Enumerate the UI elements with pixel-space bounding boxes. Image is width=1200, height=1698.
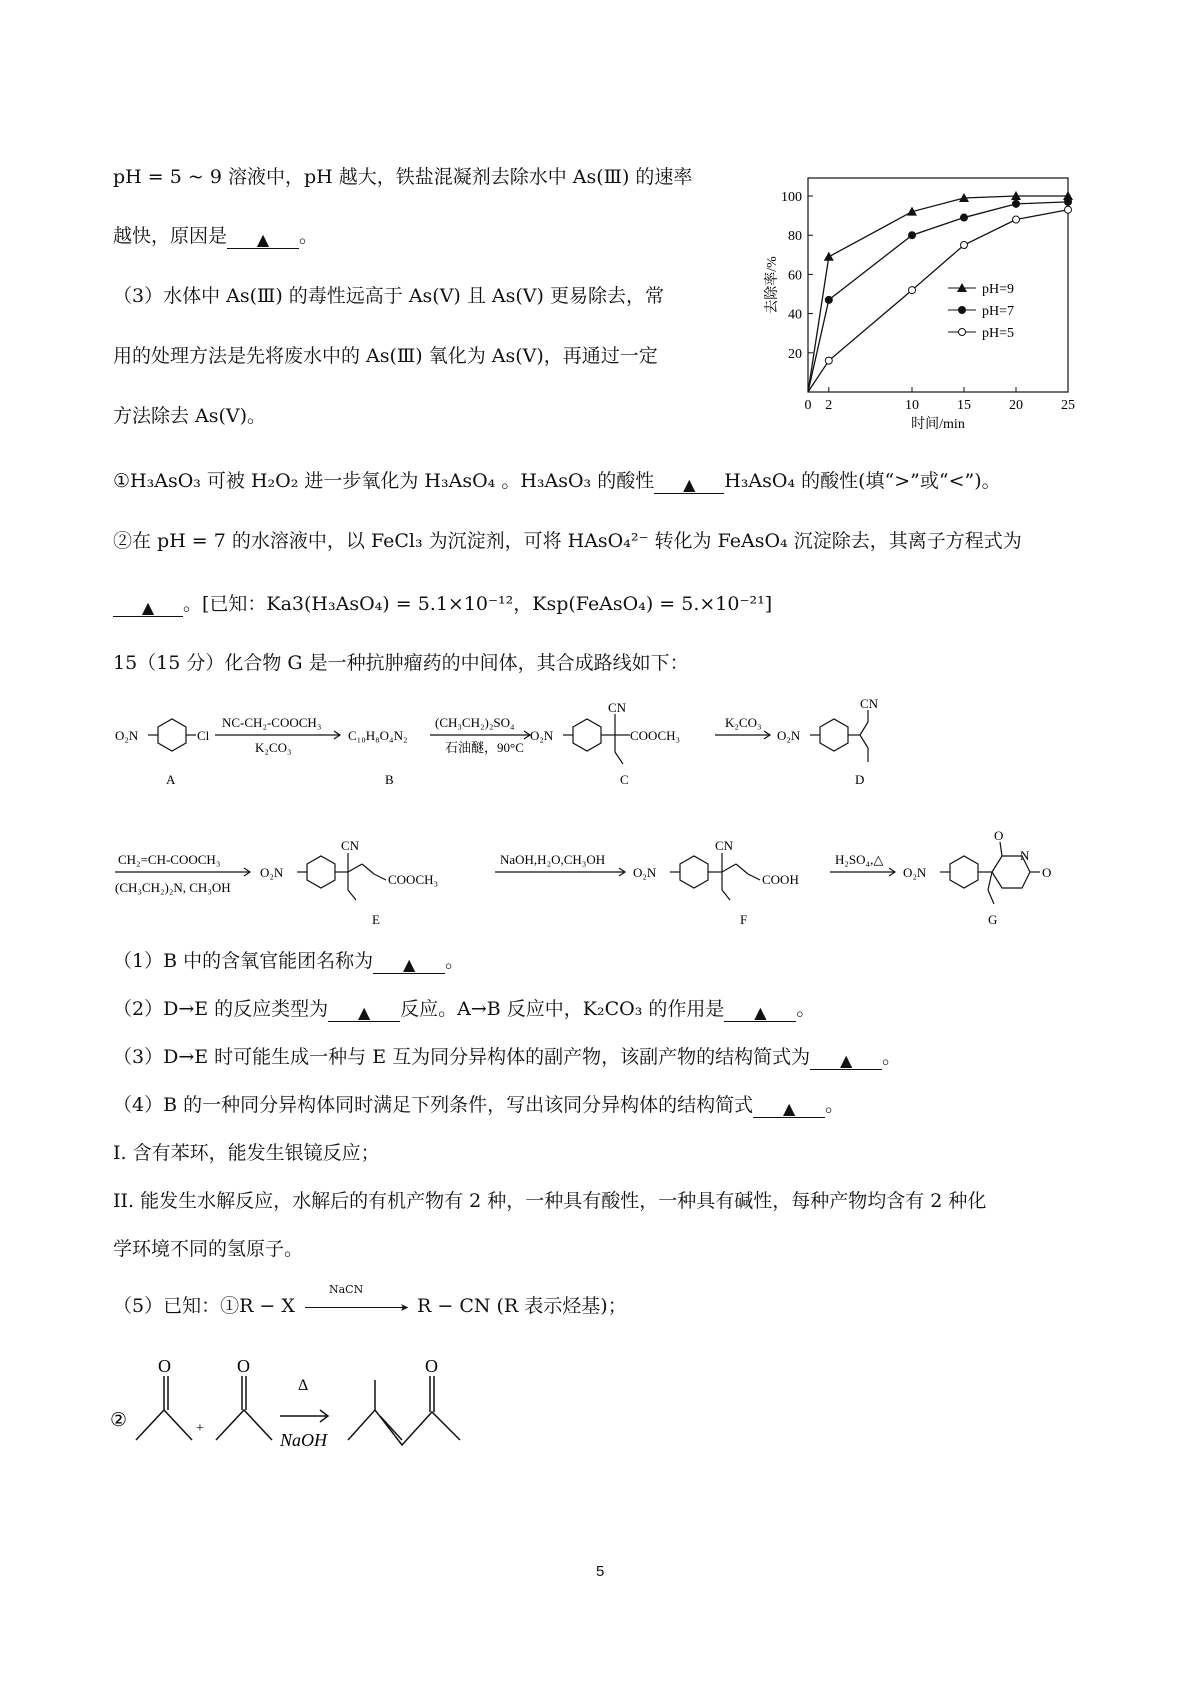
x-tick-label: 20 xyxy=(1009,398,1023,413)
y-axis-label: 去除率/% xyxy=(765,256,780,314)
legend-label: pH=7 xyxy=(982,304,1015,319)
q14-line3: （3）水体中 As(Ⅲ) 的毒性远高于 As(Ⅴ) 且 As(Ⅴ) 更易除去，常 xyxy=(113,285,664,307)
svg-text:CN: CN xyxy=(715,838,734,853)
series-line-pH=5 xyxy=(808,210,1068,392)
data-point-pH=7 xyxy=(909,232,916,239)
svg-text:CN: CN xyxy=(341,838,360,853)
q14-line5: 方法除去 As(Ⅴ)。 xyxy=(113,405,267,427)
data-point-pH=5 xyxy=(961,242,968,249)
svg-text:CN: CN xyxy=(608,700,627,715)
x-axis-label: 时间/min xyxy=(911,417,965,432)
q14-line4: 用的处理方法是先将废水中的 As(Ⅲ) 氧化为 As(Ⅴ)，再通过一定 xyxy=(113,345,658,367)
x-tick-label: 10 xyxy=(905,398,919,413)
q14-line1: pH = 5 ~ 9 溶液中，pH 越大，铁盐混凝剂去除水中 As(Ⅲ) 的速率 xyxy=(113,166,693,188)
svg-text:CH₂=CH-COOCH₃: CH₂=CH-COOCH₃ xyxy=(118,852,221,867)
series-line-pH=9 xyxy=(808,196,1068,392)
answer-blank[interactable]: ▲ xyxy=(113,596,183,617)
svg-text:Cl: Cl xyxy=(197,728,210,743)
svg-text:N: N xyxy=(1020,848,1030,863)
data-point-pH=7 xyxy=(1013,200,1020,207)
q14-sub2: ②在 pH = 7 的水溶液中，以 FeCl₃ 为沉淀剂，可将 HAsO₄²⁻ 转化为 FeAsO₄ 沉淀除去，其离子方程式为 xyxy=(113,530,1022,552)
q15-condition-1: I. 含有苯环，能发生银镜反应； xyxy=(113,1142,380,1164)
svg-text:G: G xyxy=(988,912,998,927)
data-point-pH=7 xyxy=(961,214,968,221)
svg-text:NaOH,H₂O,CH₃OH: NaOH,H₂O,CH₃OH xyxy=(500,852,606,867)
legend-marker xyxy=(959,307,966,314)
y-tick-label: 20 xyxy=(788,346,802,362)
answer-blank[interactable]: ▲ xyxy=(810,1049,882,1070)
page-number: 5 xyxy=(596,1563,605,1580)
y-tick-label: 60 xyxy=(788,268,802,284)
data-point-pH=7 xyxy=(825,296,832,303)
legend-marker xyxy=(959,329,966,336)
svg-text:K₂CO₃: K₂CO₃ xyxy=(255,740,292,755)
svg-text:O: O xyxy=(994,828,1004,843)
q15-part3: （3）D→E 时可能生成一种与 E 互为同分异构体的副产物，该副产物的结构简式为 ▲ 。 xyxy=(113,1046,902,1070)
svg-text:COOCH₃: COOCH₃ xyxy=(630,728,681,743)
x-tick-label: 0 xyxy=(804,398,812,413)
svg-text:COOH: COOH xyxy=(762,872,799,887)
q15-condition-2: II. 能发生水解反应，水解后的有机产物有 2 种，一种具有酸性，一种具有碱性，每种产物均含有 2 种化 xyxy=(113,1190,987,1212)
data-point-pH=5 xyxy=(1013,216,1020,223)
legend-label: pH=5 xyxy=(982,326,1015,341)
q14-sub2b: ▲ 。[已知：Ka3(H₃AsO₄) = 5.1×10⁻¹²，Ksp(FeAsO₄) = 5.×10⁻²¹] xyxy=(113,593,772,617)
data-point-pH=9 xyxy=(824,252,834,261)
answer-blank[interactable]: ▲ xyxy=(373,953,445,974)
data-point-pH=5 xyxy=(825,357,832,364)
svg-text:O: O xyxy=(425,1356,438,1376)
y-tick-label: 80 xyxy=(788,229,802,245)
series-line-pH=7 xyxy=(808,202,1068,392)
legend-label: pH=9 xyxy=(982,282,1015,297)
svg-text:H₂SO₄,△: H₂SO₄,△ xyxy=(835,852,884,867)
svg-text:C: C xyxy=(620,772,629,787)
answer-blank[interactable]: ▲ xyxy=(654,473,724,494)
svg-text:O: O xyxy=(237,1356,250,1376)
svg-text:NaOH: NaOH xyxy=(280,1430,328,1450)
aldol-reaction-scheme xyxy=(110,1350,510,1460)
svg-text:NC-CH₂-COOCH₃: NC-CH₂-COOCH₃ xyxy=(222,715,322,730)
x-tick-label: 15 xyxy=(957,398,971,413)
data-point-pH=5 xyxy=(1065,206,1072,213)
data-point-pH=7 xyxy=(1065,198,1072,205)
svg-text:O₂N: O₂N xyxy=(903,865,927,880)
svg-text:O₂N: O₂N xyxy=(777,728,801,743)
svg-text:B: B xyxy=(385,772,394,787)
svg-text:O₂N: O₂N xyxy=(260,865,284,880)
q14-line2: 越快，原因是 ▲ 。 xyxy=(113,225,319,249)
x-tick-label: 25 xyxy=(1061,398,1075,413)
svg-text:(CH₃CH₂)₂SO₄: (CH₃CH₂)₂SO₄ xyxy=(435,715,515,730)
answer-blank[interactable]: ▲ xyxy=(328,1001,400,1022)
answer-blank[interactable]: ▲ xyxy=(227,228,299,249)
svg-text:石油醚，90°C: 石油醚，90°C xyxy=(445,740,524,755)
answer-blank[interactable]: ▲ xyxy=(724,1001,796,1022)
svg-text:O₂N: O₂N xyxy=(633,865,657,880)
synthesis-scheme-row2 xyxy=(110,820,1100,930)
y-tick-label: 100 xyxy=(781,190,802,205)
svg-text:K₂CO₃: K₂CO₃ xyxy=(725,715,762,730)
q15-part2: （2）D→E 的反应类型为 ▲ 反应。A→B 反应中，K₂CO₃ 的作用是 ▲ 。 xyxy=(113,998,816,1022)
svg-text:O: O xyxy=(1042,865,1052,880)
data-point-pH=5 xyxy=(909,287,916,294)
x-tick-label: 2 xyxy=(825,398,833,413)
svg-text:C₁₀H₈O₄N₂: C₁₀H₈O₄N₂ xyxy=(348,728,408,743)
svg-text:O₂N: O₂N xyxy=(530,728,554,743)
svg-text:F: F xyxy=(740,912,748,927)
q15-part1: （1）B 中的含氧官能团名称为 ▲ 。 xyxy=(113,950,465,974)
synthesis-scheme-row1 xyxy=(110,690,1100,800)
svg-text:O₂N: O₂N xyxy=(115,728,139,743)
svg-text:(CH₃CH₂)₂N, CH₃OH: (CH₃CH₂)₂N, CH₃OH xyxy=(115,880,231,895)
svg-text:O: O xyxy=(158,1356,171,1376)
answer-blank[interactable]: ▲ xyxy=(753,1097,825,1118)
svg-text:COOCH₃: COOCH₃ xyxy=(388,872,439,887)
removal-rate-chart xyxy=(760,170,1080,440)
svg-text:CN: CN xyxy=(860,696,879,711)
q15-part5: （5）已知：①R − X NaCN ➤ R − CN (R 表示烃基)； xyxy=(113,1283,627,1317)
svg-text:Δ: Δ xyxy=(298,1377,309,1394)
y-tick-label: 40 xyxy=(788,307,802,323)
svg-text:A: A xyxy=(166,772,176,787)
svg-text:E: E xyxy=(372,912,380,927)
reaction-arrow: NaCN ➤ xyxy=(301,1297,411,1317)
svg-text:D: D xyxy=(855,772,865,787)
q15-condition-2b: 学环境不同的氢原子。 xyxy=(113,1238,304,1260)
q14-sub1: ①H₃AsO₃ 可被 H₂O₂ 进一步氧化为 H₃AsO₄ 。H₃AsO₃ 的酸性 ▲ H₃AsO₄ 的酸性(填“>”或“<”)。 xyxy=(113,470,1001,494)
svg-text:②: ② xyxy=(110,1410,128,1431)
q15-title: 15（15 分）化合物 G 是一种抗肿瘤药的中间体，其合成路线如下： xyxy=(113,652,689,674)
svg-text:+: + xyxy=(196,1421,204,1436)
q15-part4: （4）B 的一种同分异构体同时满足下列条件，写出该同分异构体的结构简式 ▲ 。 xyxy=(113,1094,845,1118)
